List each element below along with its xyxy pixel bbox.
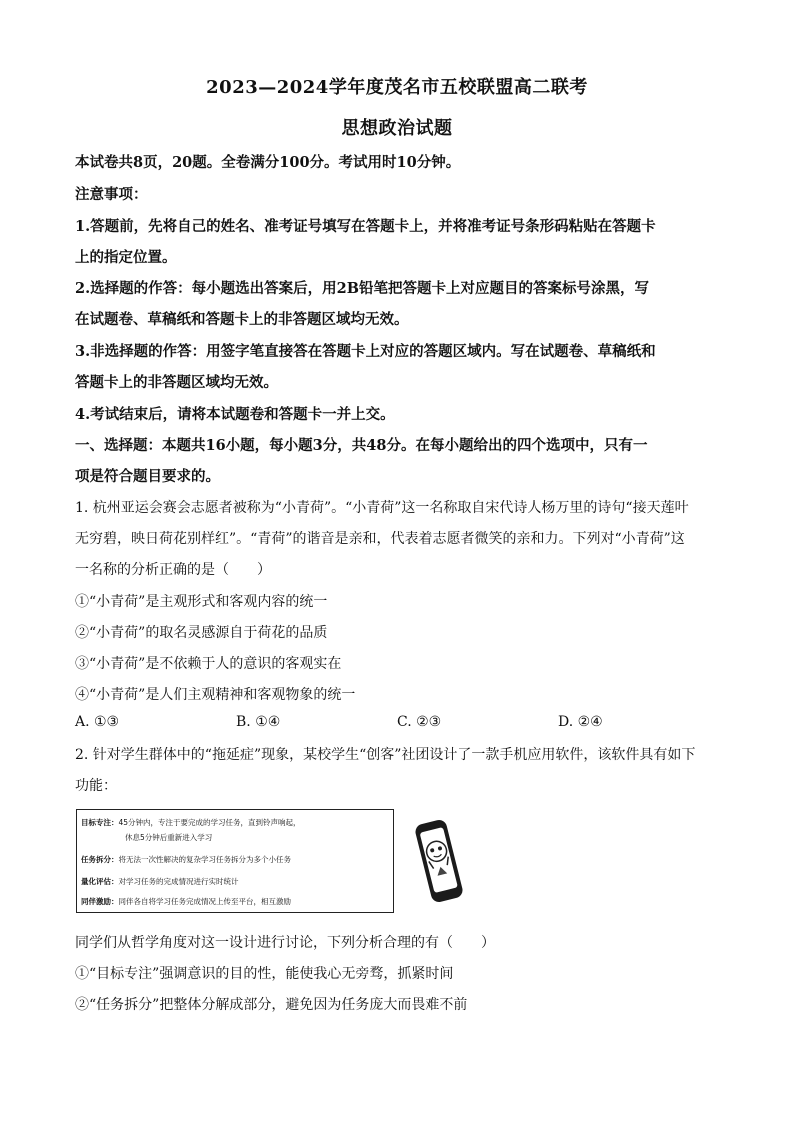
feature-peer-label: 同伴激励： [81, 897, 119, 906]
feature-row-focus [81, 817, 301, 828]
notice-item-2-cont: 在试题卷、草稿纸和答题卡上的非答题区域均无效。 [75, 311, 409, 328]
question-1-statement-3: ③“小青荷”是不依赖于人的意识的客观实在 [75, 656, 342, 672]
question-1-statement-2: ②“小青荷”的取名灵感源自于荷花的品质 [75, 625, 328, 641]
question-2-prompt: 同学们从哲学角度对这一设计进行讨论，下列分析合理的有（ ） [75, 935, 495, 951]
question-1-statement-1: ①“小青荷”是主观形式和客观内容的统一 [75, 594, 328, 610]
question-1-option-b[interactable]: B. ①④ [236, 714, 281, 730]
question-1-statement-4: ④“小青荷”是人们主观精神和客观物象的统一 [75, 687, 356, 703]
notice-item-4: 4.考试结束后，请将本试题卷和答题卡一并上交。 [75, 406, 395, 423]
question-1-stem: 1. 杭州亚运会赛会志愿者被称为“小青荷”。“小青荷”这一名称取自宋代诗人杨万里的诗句“接天莲叶 [75, 500, 689, 516]
app-feature-figure [76, 809, 394, 913]
question-1-option-d[interactable]: D. ②④ [558, 714, 603, 730]
exam-intro: 本试卷共8页，20题。全卷满分100分。考试用时10分钟。 [75, 154, 461, 171]
feature-peer-text: 同伴各自将学习任务完成情况上传至平台，相互激励 [118, 897, 291, 906]
question-1-stem-3: 一名称的分析正确的是（ ） [75, 562, 271, 578]
feature-row-split [81, 854, 291, 865]
notice-item-1-cont: 上的指定位置。 [75, 249, 177, 266]
feature-split-text: 将无法一次性解决的复杂学习任务拆分为多个小任务 [118, 855, 291, 864]
feature-evaluate-text: 对学习任务的完成情况进行实时统计 [118, 877, 239, 886]
question-1-stem-2: 无穷碧，映日荷花别样红”。“青荷”的谐音是亲和，代表着志愿者微笑的亲和力。下列对“小青荷”这 [75, 531, 685, 547]
feature-evaluate-label: 量化评估： [81, 877, 119, 886]
question-2-statement-1: ①“目标专注”强调意识的目的性，能使我心无旁骛，抓紧时间 [75, 966, 454, 982]
notice-item-2: 2.选择题的作答：每小题选出答案后，用2B铅笔把答题卡上对应题目的答案标号涂黑，写 [75, 280, 649, 297]
notice-item-3: 3.非选择题的作答：用签字笔直接答在答题卡上对应的答题区域内。写在试题卷、草稿纸和 [75, 343, 656, 360]
question-2-statement-2: ②“任务拆分”把整体分解成部分，避免因为任务庞大而畏难不前 [75, 997, 468, 1013]
question-1-option-a[interactable]: A. ①③ [75, 714, 120, 730]
question-2-stem: 2. 针对学生群体中的“拖延症”现象，某校学生“创客”社团设计了一款手机应用软件，该软件具有如下 [75, 747, 696, 763]
feature-split-label: 任务拆分： [81, 855, 119, 864]
phone-mascot-illustration [415, 815, 463, 907]
feature-focus-label: 目标专注： [81, 818, 119, 827]
feature-row-focus-cont: 休息5分钟后重新进入学习 [125, 833, 213, 842]
notice-item-3-cont: 答题卡上的非答题区域均无效。 [75, 374, 278, 391]
exam-title: 2023—2024学年度茂名市五校联盟高二联考 [206, 77, 588, 98]
section-heading: 一、选择题：本题共16小题，每小题3分，共48分。在每小题给出的四个选项中，只有一 [75, 437, 648, 454]
feature-row-evaluate [81, 876, 239, 887]
feature-row-peer [81, 896, 291, 907]
section-heading-cont: 项是符合题目要求的。 [75, 468, 220, 485]
question-2-stem-2: 功能： [75, 778, 117, 794]
notice-title: 注意事项： [75, 186, 148, 203]
notice-item-1: 1.答题前，先将自己的姓名、准考证号填写在答题卡上，并将准考证号条形码粘贴在答题卡 [75, 218, 656, 235]
question-1-option-c[interactable]: C. ②③ [397, 714, 442, 730]
feature-focus-text: 45分钟内，专注于要完成的学习任务，直到铃声响起， [118, 818, 301, 827]
exam-subtitle: 思想政治试题 [341, 118, 453, 139]
